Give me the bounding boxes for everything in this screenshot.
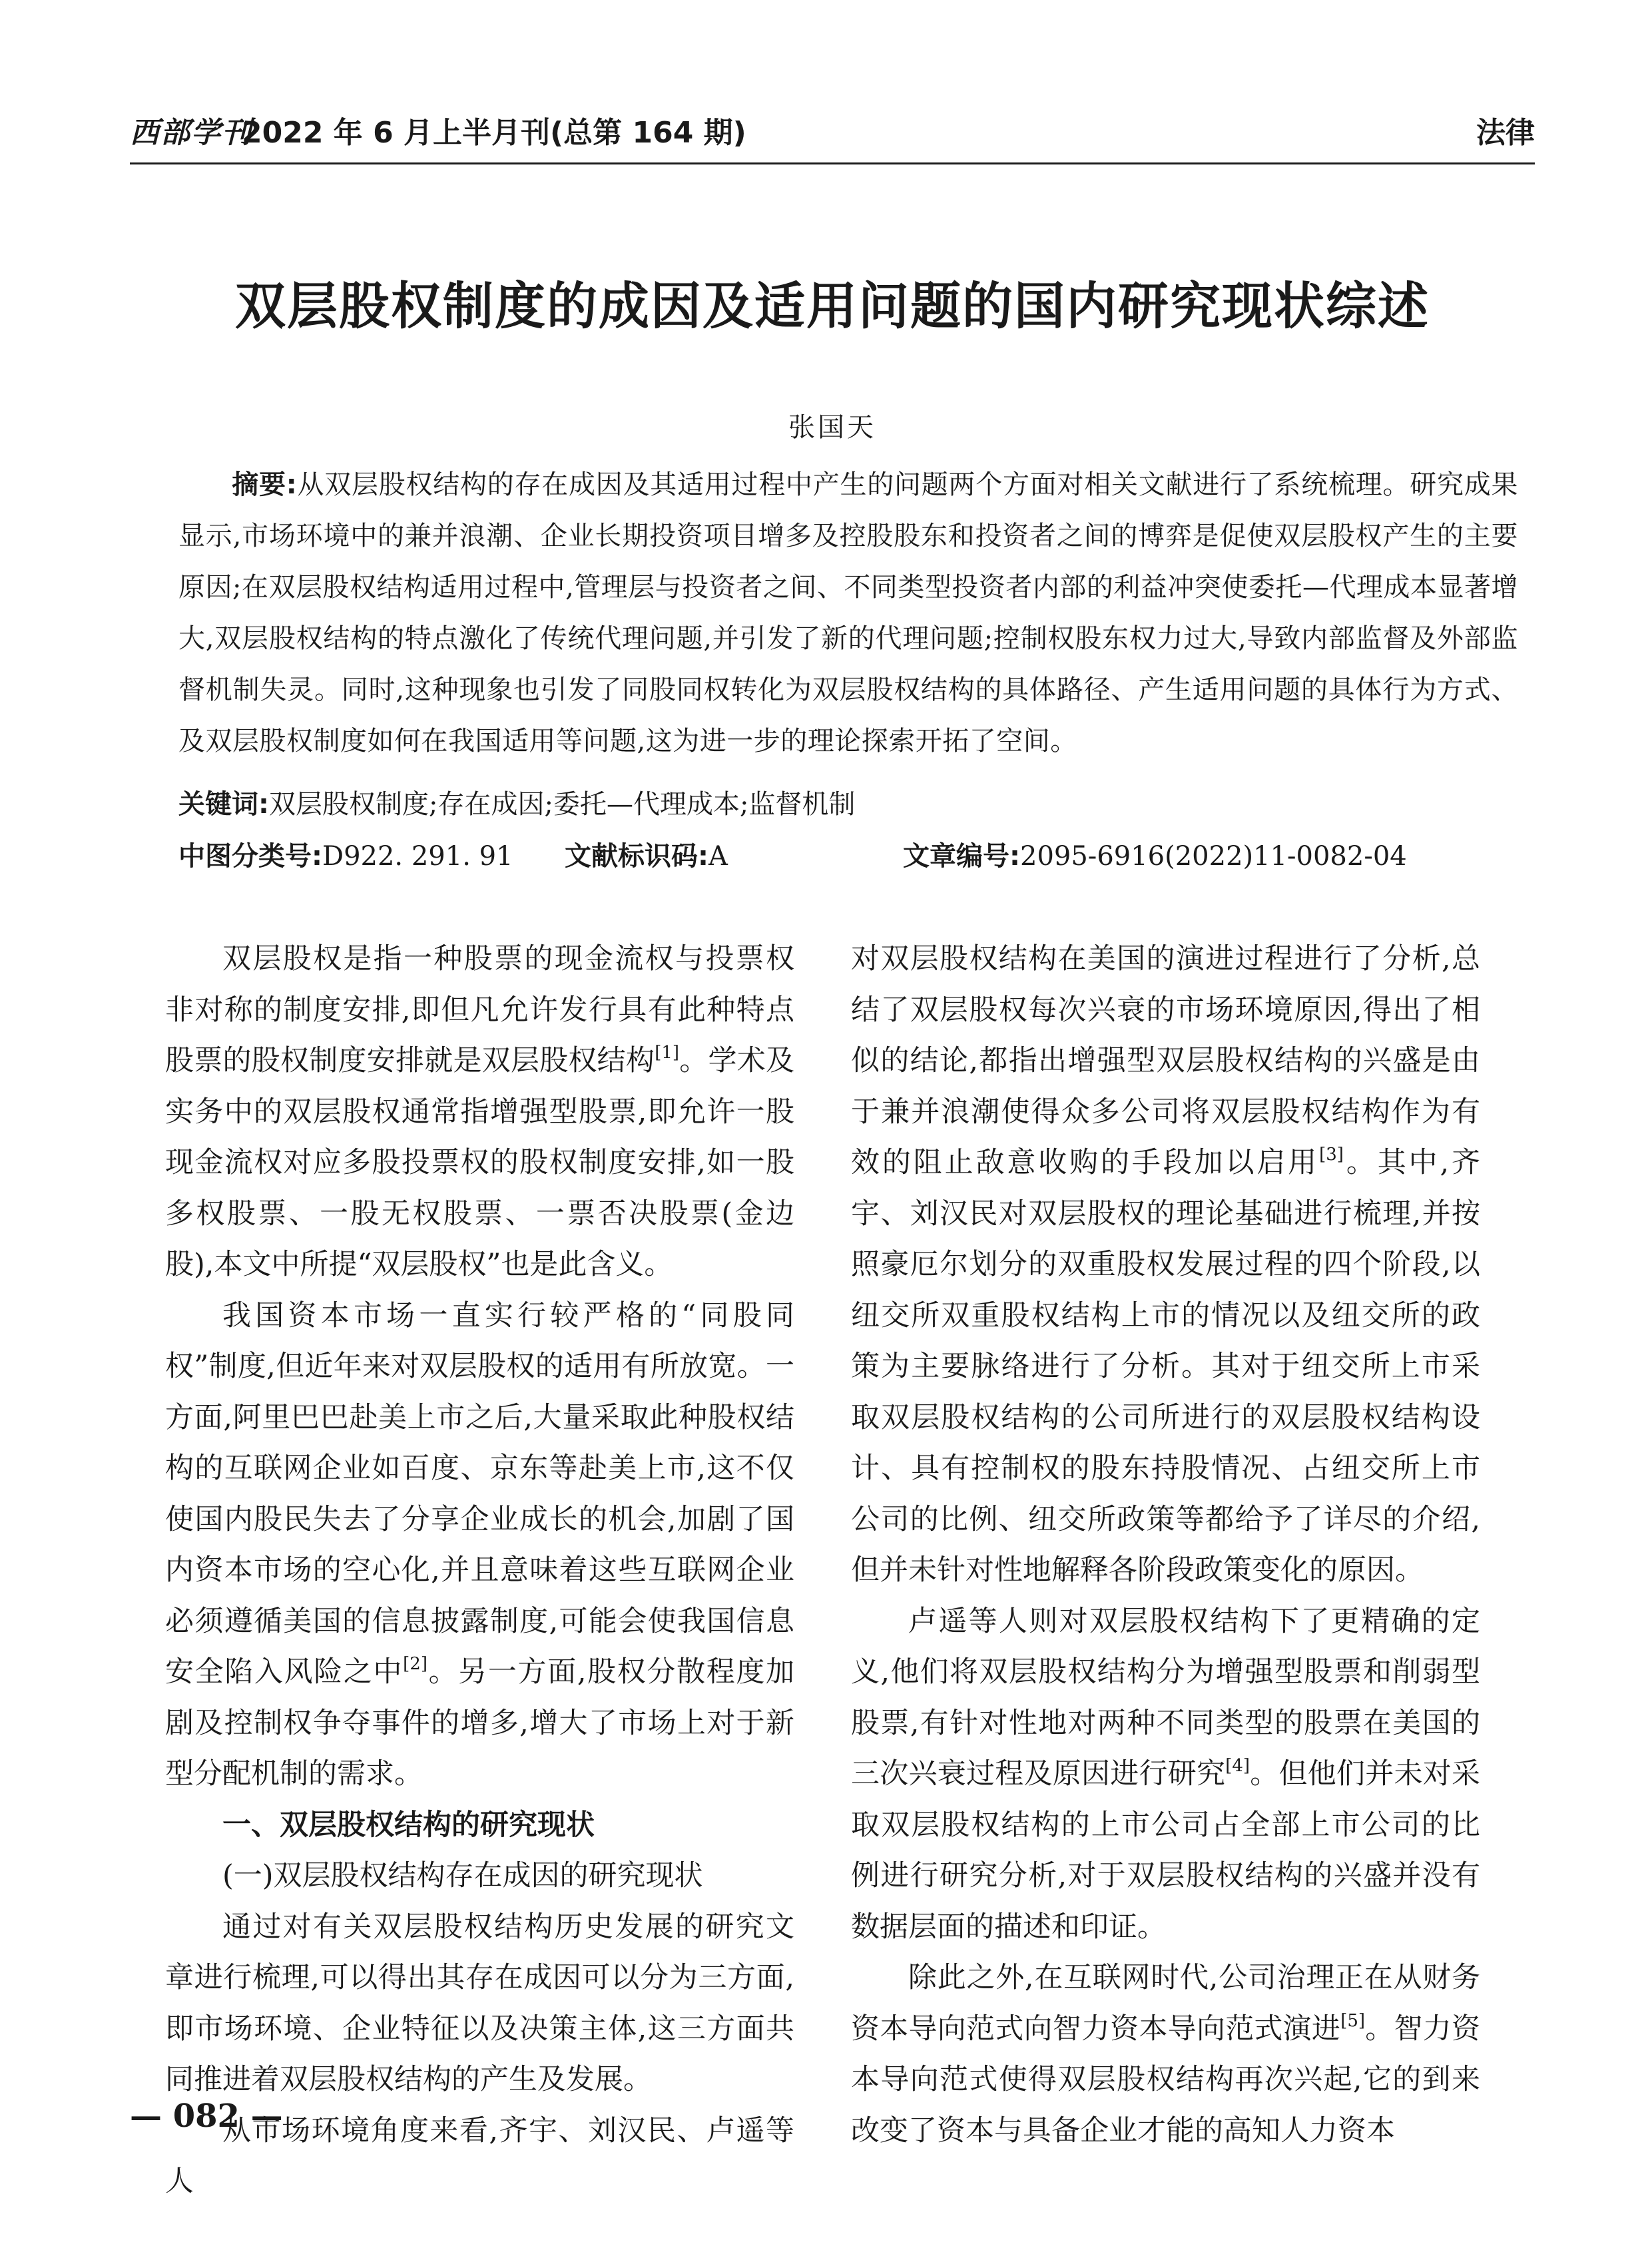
citation-ref: [1] [655, 1043, 680, 1063]
clc-number: 中图分类号:D922. 291. 91 [178, 841, 513, 872]
journal-logo: 西部学刊 [130, 116, 252, 150]
article-metadata [178, 831, 1518, 882]
paragraph: 除此之外,在互联网时代,公司治理正在从财务资本导向范式向智力资本导向范式演进[5]。智力资本导向范式使得双层股权结构再次兴起,它的到来改变了资本与具备企业才能的高知人力资本 [851, 1961, 1481, 2147]
abstract [178, 459, 1518, 767]
citation-ref: [3] [1319, 1145, 1344, 1165]
citation-ref: [2] [403, 1654, 427, 1674]
citation-ref: [4] [1225, 1756, 1250, 1776]
document-code: 文献标识码:A [565, 841, 728, 872]
article-title: 双层股权制度的成因及适用问题的国内研究现状综述 [235, 276, 1430, 336]
paragraph: 我国资本市场一直实行较严格的“同股同权”制度,但近年来对双层股权的适用有所放宽。一方面,阿里巴巴赴美上市之后,大量采取此种股权结构的互联网企业如百度、京东等赴美上市,这不仅使国内股民失去了分享企业成长的机会,加剧了国内资本市场的空心化,并且意味着这些互联网企业必须遵循美国的信息披露制度,可能会使我国信息安全陷入风险之中[2]。另一方面,股权分散程度加剧及控制权争夺事件的增多,增大了市场上对于新型分配机制的需求。 [165, 1298, 795, 1791]
running-head [130, 112, 1535, 158]
section-label: 法律 [1476, 116, 1535, 150]
subsection-heading: (一)双层股权结构存在成因的研究现状 [222, 1859, 703, 1892]
keywords-text: 双层股权制度;存在成因;委托—代理成本;监督机制 [269, 789, 856, 820]
keywords [178, 779, 1518, 830]
section-heading: 一、双层股权结构的研究现状 [222, 1808, 595, 1842]
body-column-left [165, 934, 794, 2207]
body-column-right [851, 934, 1480, 2156]
abstract-label: 摘要: [232, 469, 298, 500]
paragraph: 对双层股权结构在美国的演进过程进行了分析,总结了双层股权每次兴衰的市场环境原因,得出了相似的结论,都指出增强型双层股权结构的兴盛是由于兼并浪潮使得众多公司将双层股权结构作为有效的阻止敌意收购的手段加以启用[3]。其中,齐宇、刘汉民对双层股权的理论基础进行梳理,并按照豪厄尔划分的双重股权发展过程的四个阶段,以纽交所双重股权结构上市的情况以及纽交所的政策为主要脉络进行了分析。其对于纽交所上市采取双层股权结构的公司所进行的双层股权结构设计、具有控制权的股东持股情况、占纽交所上市公司的比例、纽交所政策等都给予了详尽的介绍,但并未针对性地解释各阶段政策变化的原因。 [851, 942, 1481, 1587]
paragraph: 从市场环境角度来看,齐宇、刘汉民、卢遥等人 [165, 2113, 794, 2198]
header-rule [130, 162, 1535, 164]
paragraph: 通过对有关双层股权结构历史发展的研究文章进行梳理,可以得出其存在成因可以分为三方面,即市场环境、企业特征以及决策主体,这三方面共同推进着双层股权结构的产生及发展。 [165, 1910, 794, 2096]
issue-line: 2022 年 6 月上半月刊(总第 164 期) [242, 116, 746, 150]
paragraph: 双层股权是指一种股票的现金流权与投票权非对称的制度安排,即但凡允许发行具有此种特点股票的股权制度安排就是双层股权结构[1]。学术及实务中的双层股权通常指增强型股票,即允许一股现金流权对应多股投票权的股权制度安排,如一股多权股票、一股无权股票、一票否决股票(金边股),本文中所提“双层股权”也是此含义。 [165, 942, 795, 1281]
author-name: 张国天 [788, 412, 876, 443]
paragraph: 卢遥等人则对双层股权结构下了更精确的定义,他们将双层股权结构分为增强型股票和削弱型股票,有针对性地对两种不同类型的股票在美国的三次兴衰过程及原因进行研究[4]。但他们并未对采取双层股权结构的上市公司占全部上市公司的比例进行研究分析,对于双层股权结构的兴盛并没有数据层面的描述和印证。 [851, 1604, 1481, 1944]
citation-ref: [5] [1340, 2010, 1366, 2031]
abstract-text: 从双层股权结构的存在成因及其适用过程中产生的问题两个方面对相关文献进行了系统梳理。研究成果显示,市场环境中的兼并浪潮、企业长期投资项目增多及控股股东和投资者之间的博弈是促使双层股权产生的主要原因;在双层股权结构适用过程中,管理层与投资者之间、不同类型投资者内部的利益冲突使委托—代理成本显著增大,双层股权结构的特点激化了传统代理问题,并引发了新的代理问题;控制权股东权力过大,导致内部监督及外部监督机制失灵。同时,这种现象也引发了同股同权转化为双层股权结构的具体路径、产生适用问题的具体行为方式、及双层股权制度如何在我国适用等问题,这为进一步的理论探索开拓了空间。 [178, 469, 1518, 756]
keywords-label: 关键词: [178, 789, 269, 820]
page-number: — 082 — [130, 2098, 283, 2135]
article-id: 文章编号:2095-6916(2022)11-0082-04 [903, 841, 1407, 872]
